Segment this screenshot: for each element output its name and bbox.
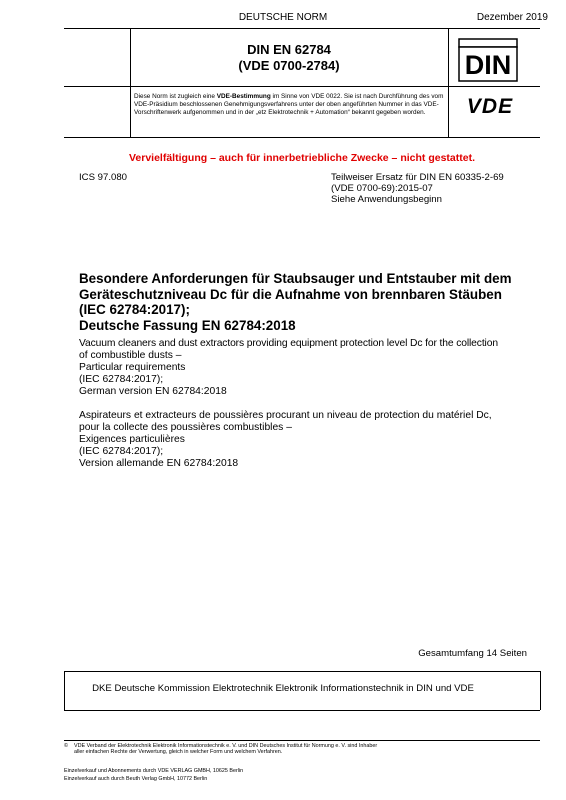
english-title-line: Vacuum cleaners and dust extractors providing equipment protection level Dc for the collection [79,338,498,349]
copyright-symbol: © [64,743,68,749]
vde-note-emphasis: VDE-Bestimmung [216,93,271,100]
total-page-count: Gesamtumfang 14 Seiten [418,648,527,659]
publication-date: Dezember 2019 [476,12,548,23]
standard-number-block [130,42,448,74]
french-title-line: Version allemande EN 62784:2018 [79,458,239,469]
din-logo [458,38,518,82]
replacement-line: (VDE 0700-69):2015-07 [331,183,433,195]
copyright-text [74,743,377,756]
vde-note-intro: Diese Norm ist zugleich eine [134,93,217,100]
replacement-line: Siehe Anwendungsbeginn [331,194,442,206]
standard-number: DIN EN 62784 [247,42,331,57]
din-logo-text: DIN [464,50,512,80]
english-title-line: of combustible dusts – [79,350,182,361]
footer-right-divider [540,671,541,710]
vde-logo: VDE [466,95,514,118]
header-top-rule [64,28,540,29]
header-middle-rule [64,86,540,87]
reproduction-warning: Vervielfältigung – auch für innerbetriebliche Zwecke – nicht gestattet. [128,152,475,164]
copyright-line: VDE Verband der Elektrotechnik Elektronik Informationstechnik e. V. und DIN Deutsches Institut für Normung e. V. sind Inhaber [74,743,378,749]
sales-information [64,768,243,783]
footer-middle-rule [64,710,540,711]
french-title [79,410,529,470]
vde-determination-note [130,90,448,121]
french-title-line: pour la collecte des poussières combustibles – [79,422,292,433]
document-type-label: DEUTSCHE NORM [238,12,328,23]
german-title-line: Geräteschutzniveau Dc für die Aufnahme von brennbaren Stäuben [79,286,502,302]
german-title-line: Besondere Anforderungen für Staubsauger und Entstauber mit dem [79,271,512,286]
copyright-line: aller einfachen Rechte der Verwertung, gleich in welcher Form und welchem Verfahren. [74,749,283,756]
replacement-line: Teilweiser Ersatz für DIN EN 60335-2-69 [331,172,504,183]
header-bottom-rule [64,137,540,138]
ics-code: ICS 97.080 [79,172,128,183]
vde-note-body: im Sinne von VDE 0022. Sie ist nach Durchführung des vom VDE-Präsidium beschlossenen Genehmigungsverfahrens unter der oben angeführten Nummer in das VDE-Vorschriftenwerk aufgenommen und in der „etz Elektrotechnik + Automation“ bekannt gegeben worden. [134,93,444,117]
english-title-line: Particular requirements [79,362,186,373]
german-title-line: (IEC 62784:2017); [79,302,190,318]
english-title-line: (IEC 62784:2017); [79,374,164,385]
footer-left-divider [64,671,65,710]
sales-line: Einzelverkauf und Abonnements durch VDE VERLAG GMBH, 10625 Berlin [64,768,244,774]
vde-classification-number: (VDE 0700-2784) [238,58,340,73]
header-right-divider [448,28,449,137]
replacement-note [331,172,504,206]
committee-line: DKE Deutsche Kommission Elektrotechnik Elektronik Informationstechnik in DIN und VDE [92,683,474,694]
german-title [79,271,529,333]
sales-line: Einzelverkauf auch durch Beuth Verlag GmbH, 10772 Berlin [64,775,208,782]
english-title [79,338,529,398]
french-title-line: (IEC 62784:2017); [79,446,164,457]
german-title-line: Deutsche Fassung EN 62784:2018 [79,317,296,333]
french-title-line: Aspirateurs et extracteurs de poussières procurant un niveau de protection du matériel Dc, [79,410,492,421]
french-title-line: Exigences particulières [79,434,185,445]
footer-top-rule [64,671,540,672]
footer-bottom-rule [64,740,540,741]
english-title-line: German version EN 62784:2018 [79,386,227,397]
